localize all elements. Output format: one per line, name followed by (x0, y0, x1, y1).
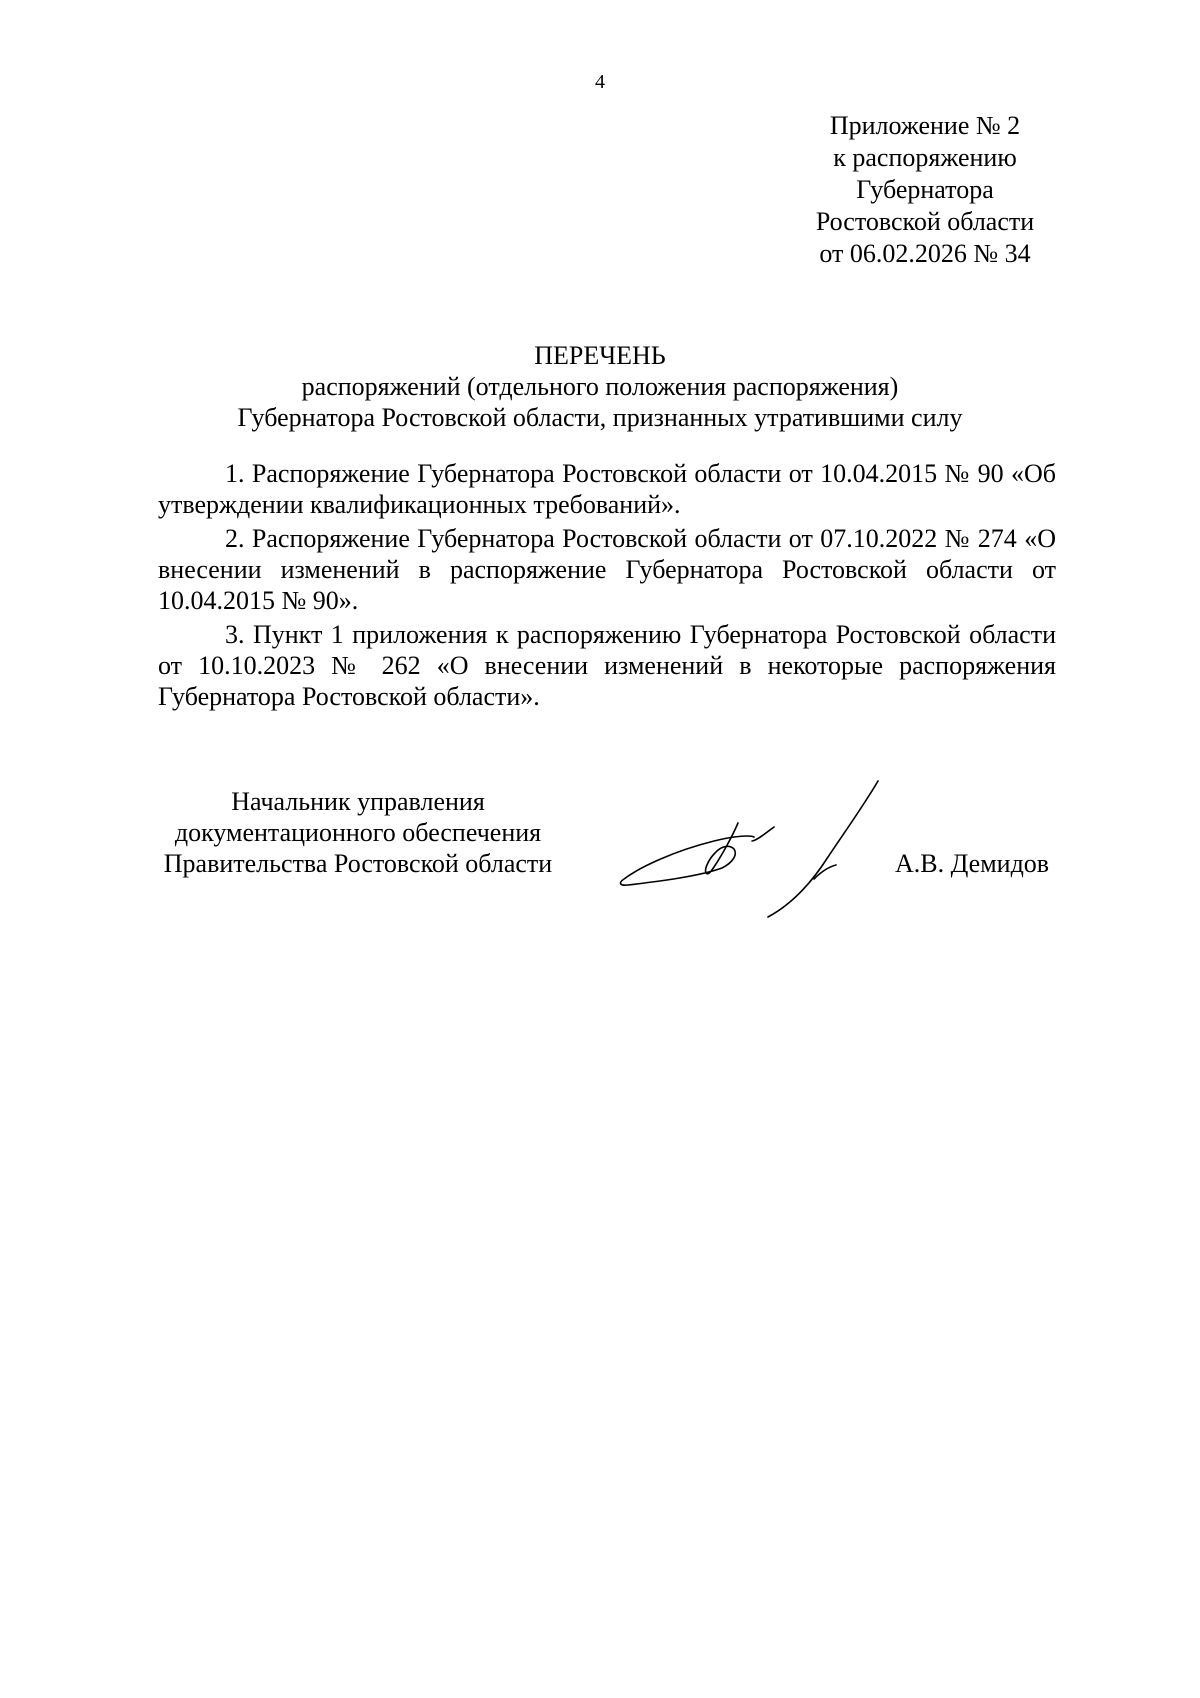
position-line-1: Начальник управления (231, 787, 485, 816)
appendix-block (790, 110, 1060, 270)
position-line-2: документационного обеспечения (174, 818, 542, 847)
appendix-line-2: к распоряжению (833, 143, 1017, 172)
list-item-1: 1. Распоряжение Губернатора Ростовской области от 10.04.2015 № 90 «Об утверждении квалификационных требований». (158, 459, 1056, 519)
page-number: 4 (595, 71, 605, 93)
signature-stroke-1 (621, 823, 754, 885)
list-item-2: 2. Распоряжение Губернатора Ростовской области от 07.10.2022 № 274 «О внесении изменений в распоряжение Губернатора Ростовской области от 10.04.2015 № 90». (158, 524, 1056, 615)
document-heading (0, 340, 1200, 433)
items-list (158, 458, 1056, 712)
list-item-3: 3. Пункт 1 приложения к распоряжению Губернатора Ростовской области от 10.10.2023 № 262 «О внесении изменений в некоторые распоряжения Губернатора Ростовской области». (158, 620, 1056, 711)
signer-name: А.В. Демидов (895, 849, 1050, 878)
appendix-line-3: Губернатора (856, 175, 994, 204)
heading-line-2: распоряжений (отдельного положения распоряжения) (301, 372, 899, 401)
signatory-position (158, 786, 558, 879)
appendix-line-5: от 06.02.2026 № 34 (819, 239, 1031, 268)
heading-title: ПЕРЕЧЕНЬ (534, 341, 666, 370)
signature-stroke-3 (768, 781, 878, 917)
position-line-3: Правительства Ростовской области (163, 849, 553, 878)
appendix-line-1: Приложение № 2 (829, 111, 1021, 140)
heading-line-3: Губернатора Ростовской области, признанных утратившими силу (237, 403, 963, 432)
handwritten-signature (614, 775, 884, 925)
appendix-line-4: Ростовской области (815, 207, 1035, 236)
signature-stroke-2 (752, 827, 774, 841)
